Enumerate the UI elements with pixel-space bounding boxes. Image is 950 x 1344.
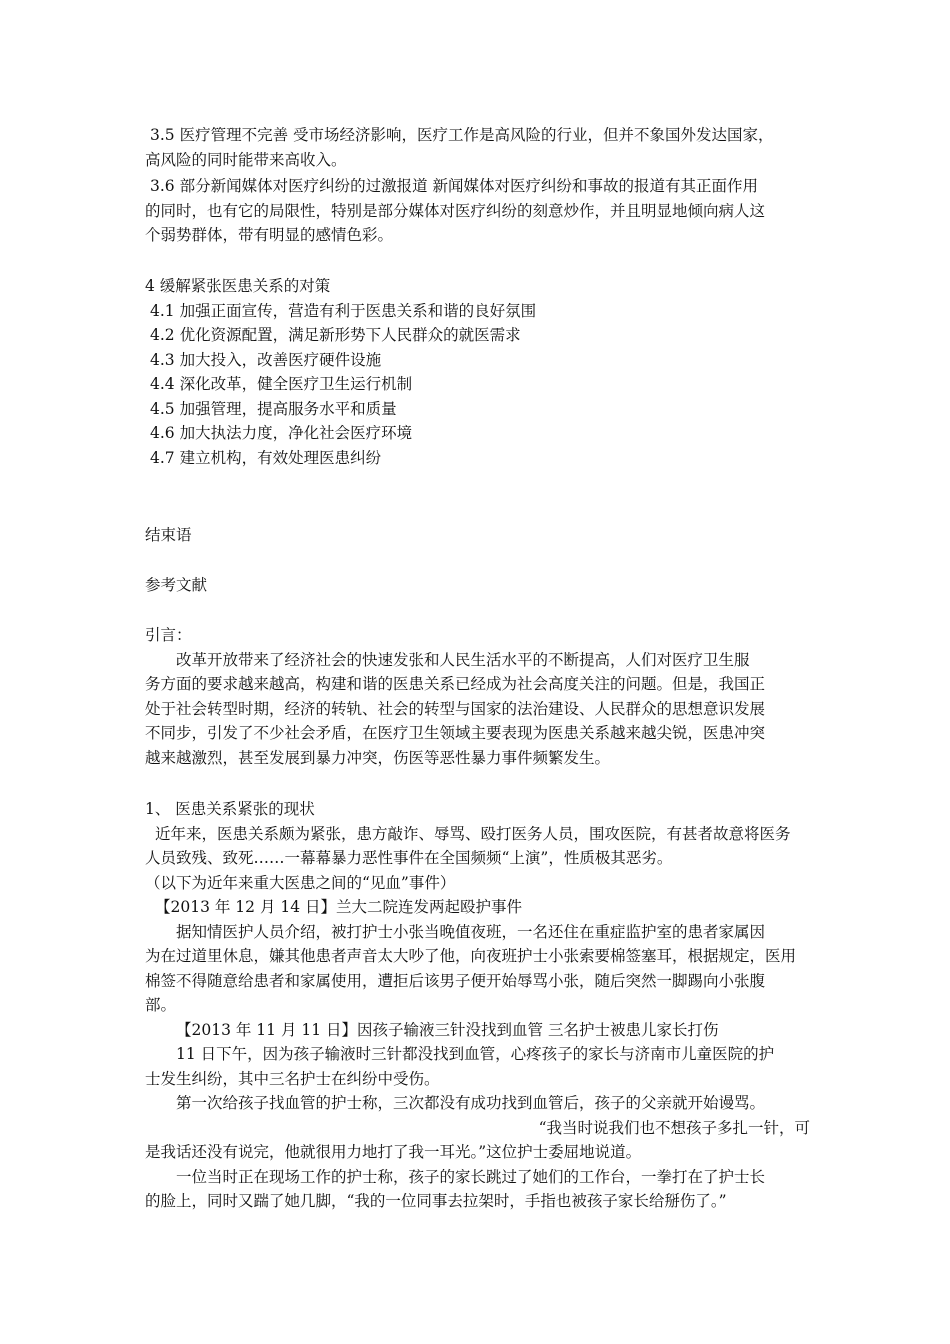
- text-line: 越来越激烈，甚至发展到暴力冲突，伤医等恶性暴力事件频繁发生。: [145, 748, 611, 767]
- text-line: 棉签不得随意给患者和家属使用，遭拒后该男子便开始辱骂小张，随后突然一脚踢向小张腹: [145, 971, 766, 990]
- introduction: [145, 623, 810, 770]
- section-heading: 4 缓解紧张医患关系的对策: [145, 277, 331, 295]
- list-item: 4.1 加强正面宣传，营造有利于医患关系和谐的良好氛围: [150, 301, 537, 320]
- section-4: [145, 274, 810, 470]
- text-line: 人员致残、致死……一幕幕暴力恶性事件在全国频频“上演”，性质极其恶劣。: [145, 849, 673, 867]
- text-line: 是我话还没有说完，他就很用力地打了我一耳光。”这位护士委屈地说道。: [145, 1143, 642, 1161]
- list-item: 4.6 加大执法力度，净化社会医疗环境: [150, 424, 413, 442]
- text-line: 个弱势群体，带有明显的感情色彩。: [145, 226, 394, 244]
- text-line: 近年来，医患关系颇为紧张，患方敲诈、辱骂、殴打医务人员，围攻医院，有甚者故意将医务: [155, 824, 791, 843]
- text-line: 改革开放带来了经济社会的快速发张和人民生活水平的不断提高，人们对医疗卫生服: [176, 650, 750, 669]
- event-title: 【2013 年 11 月 11 日】因孩子输液三针没找到血管 三名护士被患儿家长打伤: [176, 1020, 719, 1039]
- text-line: 为在过道里休息，嫌其他患者声音太大吵了他，向夜班护士小张索要棉签塞耳，根据规定，医用: [145, 947, 797, 965]
- text-line: 高风险的同时能带来高收入。: [145, 150, 347, 169]
- list-item: 4.4 深化改革，健全医疗卫生运行机制: [150, 375, 413, 393]
- list-item: 4.3 加大投入，改善医疗硬件设施: [150, 350, 382, 369]
- text-line: 3.6 部分新闻媒体对医疗纠纷的过激报道 新闻媒体对医疗纠纷和事故的报道有其正面作用: [150, 177, 759, 195]
- text-line: 处于社会转型时期，经济的转轨、社会的转型与国家的法治建设、人民群众的思想意识发展: [145, 699, 766, 718]
- list-item: 4.5 加强管理，提高服务水平和质量: [150, 399, 397, 418]
- text-line: 士发生纠纷，其中三名护士在纠纷中受伤。: [145, 1069, 440, 1088]
- note-line: （以下为近年来重大医患之间的“见血”事件）: [145, 873, 456, 892]
- section-1: [145, 797, 810, 1214]
- text-line: 11 日下午，因为孩子输液时三针都没找到血管，心疼孩子的家长与济南市儿童医院的护: [176, 1045, 775, 1063]
- text-line: “我当时说我们也不想孩子多扎一针，可: [538, 1118, 810, 1137]
- section-heading: 1、 医患关系紧张的现状: [145, 800, 315, 818]
- intro-label: 引言：: [145, 626, 192, 644]
- text-line: 据知情医护人员介绍，被打护士小张当晚值夜班，一名还住在重症监护室的患者家属因: [176, 922, 766, 941]
- paragraph-3-5: [145, 123, 810, 172]
- event-title: 【2013 年 12 月 14 日】兰大二院连发两起殴护事件: [155, 898, 523, 916]
- paragraph-3-6: [145, 174, 810, 248]
- text-line: 一位当时正在现场工作的护士称，孩子的家长跳过了她们的工作台，一拳打在了护士长: [176, 1167, 766, 1186]
- list-item: 4.7 建立机构，有效处理医患纠纷: [150, 448, 382, 467]
- text-line: 的同时，也有它的局限性，特别是部分媒体对医疗纠纷的刻意炒作，并且明显地倾向病人这: [145, 201, 766, 220]
- references-heading: [145, 573, 810, 598]
- heading-text: 参考文献: [145, 576, 208, 594]
- text-line: 第一次给孩子找血管的护士称，三次都没有成功找到血管后，孩子的父亲就开始谩骂。: [176, 1094, 766, 1112]
- text-line: 部。: [145, 996, 177, 1014]
- conclusion-heading: [145, 523, 810, 548]
- text-line: 3.5 医疗管理不完善 受市场经济影响，医疗工作是高风险的行业，但并不象国外发达国家，: [150, 126, 774, 144]
- heading-text: 结束语: [145, 526, 192, 544]
- text-line: 的脸上，同时又踹了她几脚，“我的一位同事去拉架时，手指也被孩子家长给掰伤了。”: [145, 1192, 727, 1210]
- text-line: 不同步，引发了不少社会矛盾，在医疗卫生领域主要表现为医患关系越来越尖锐，医患冲突: [145, 724, 766, 742]
- list-item: 4.2 优化资源配置，满足新形势下人民群众的就医需求: [150, 326, 521, 344]
- text-line: 务方面的要求越来越高，构建和谐的医患关系已经成为社会高度关注的问题。但是，我国正: [145, 675, 766, 693]
